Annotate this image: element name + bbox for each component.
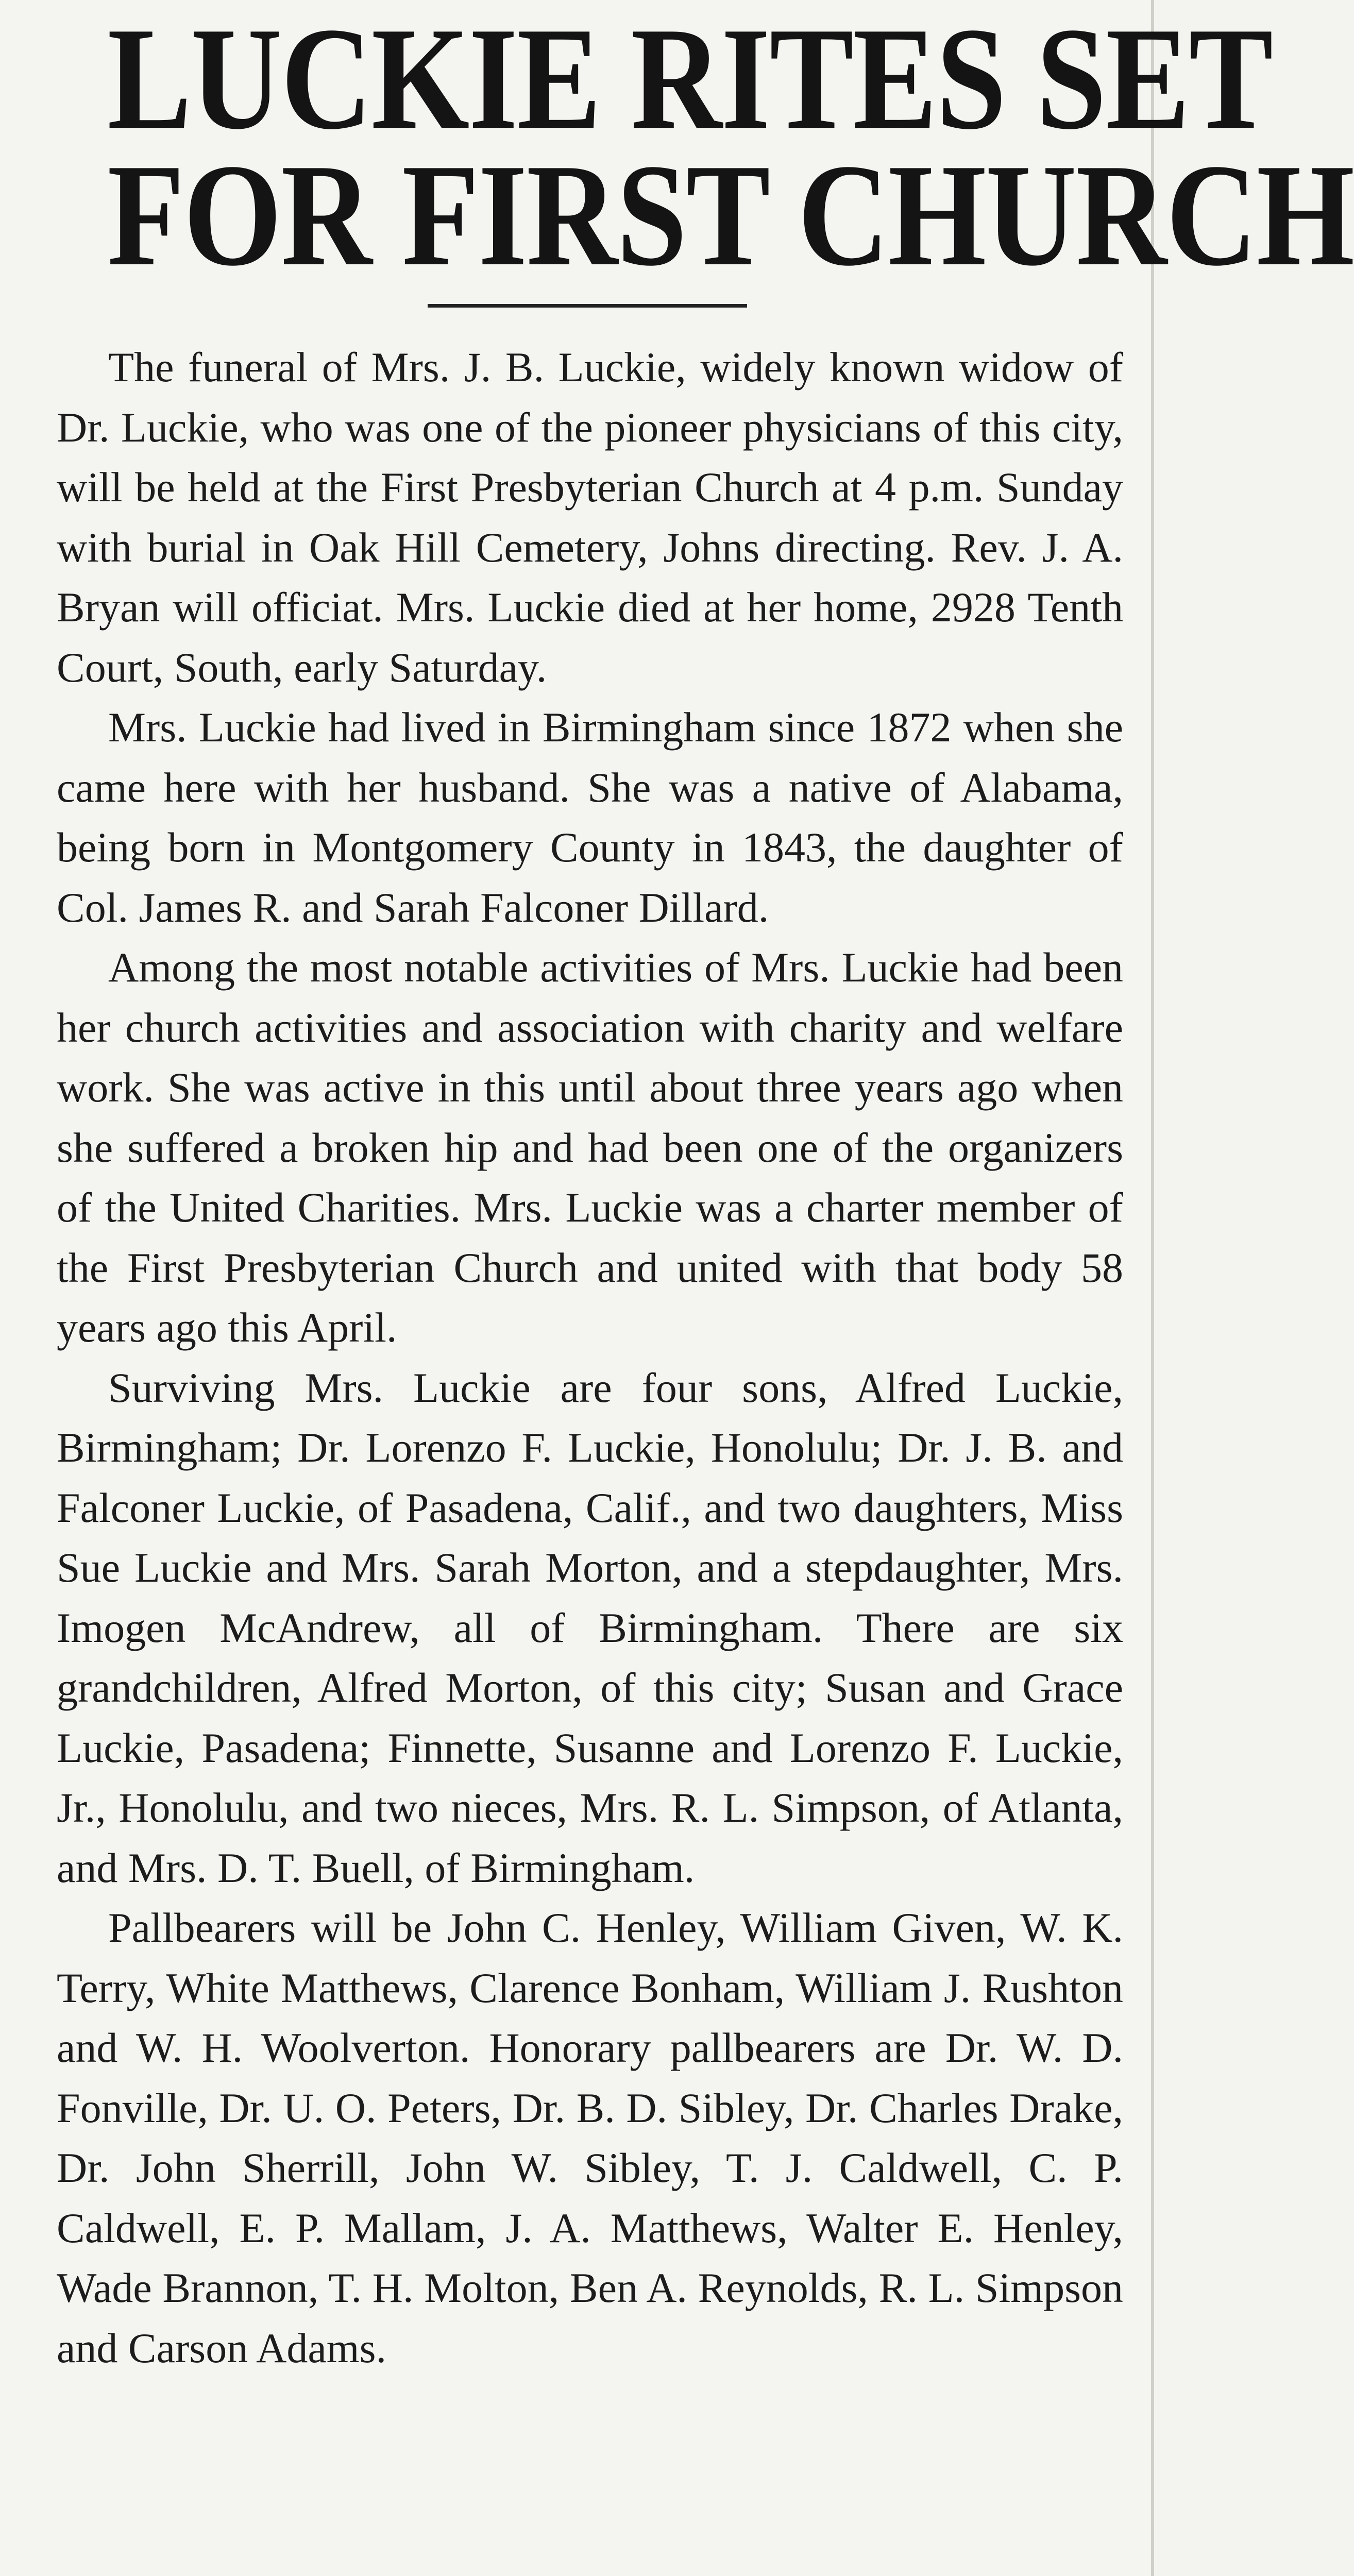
paragraph-biography: Mrs. Luckie had lived in Birmingham since 1872 when she came here with her husband. She was a native of Alabama, being born in Montgomery County in 1843, the daughter of Col. James R. and Sarah Falconer Dillard. — [57, 704, 1123, 931]
paragraph-pallbearers: Pallbearers will be John C. Henley, William Given, W. K. Terry, White Matthews, Clarence Bonham, William J. Rushton and W. H. Woolverton. Honorary pallbearers are Dr. W. D. Fonville, Dr. U. O. Peters, Dr. B. D. Sibley, Dr. Charles Drake, Dr. John Sherrill, John W. Sibley, T. J. Caldwell, C. P. Caldwell, E. P. Mallam, J. A. Matthews, Walter E. Henley, Wade Brannon, T. H. Molton, Ben A. Reynolds, R. L. Simpson and Carson Adams. — [57, 1904, 1123, 2371]
headline-line-2: FOR FIRST CHURCH — [107, 133, 1354, 296]
headline-line-1: LUCKIE RITES SET — [107, 0, 1273, 160]
paragraph-activities: Among the most notable activities of Mrs. Luckie had been her church activities and association with charity and welfare work. She was active in this until about three years ago when she suffered a broken hip and had been one of the organizers of the United Charities. Mrs. Luckie was a charter member of the First Presbyterian Church and united with that body 58 years ago this April. — [57, 944, 1123, 1351]
paragraph-survivors: Surviving Mrs. Luckie are four sons, Alfred Luckie, Birmingham; Dr. Lorenzo F. Luckie, Honolulu; Dr. J. B. and Falconer Luckie, of Pasadena, Calif., and two daughters, Miss Sue Luckie and Mrs. Sarah Morton, and a stepdaughter, Mrs. Imogen McAndrew, all of Birmingham. There are six grandchildren, Alfred Morton, of this city; Susan and Grace Luckie, Pasadena; Finnette, Susanne and Lorenzo F. Luckie, Jr., Honolulu, and two nieces, Mrs. R. L. Simpson, of Atlanta, and Mrs. D. T. Buell, of Birmingham. — [57, 1364, 1123, 1891]
article-body — [57, 337, 1123, 2576]
paragraph-funeral: The funeral of Mrs. J. B. Luckie, widely known widow of Dr. Luckie, who was one of the pioneer physicians of this city, will be held at the First Presbyterian Church at 4 p.m. Sunday with burial in Oak Hill Cemetery, Johns directing. Rev. J. A. Bryan will officiat. Mrs. Luckie died at her home, 2928 Tenth Court, South, early Saturday. — [57, 344, 1123, 691]
headline-divider — [428, 304, 747, 308]
